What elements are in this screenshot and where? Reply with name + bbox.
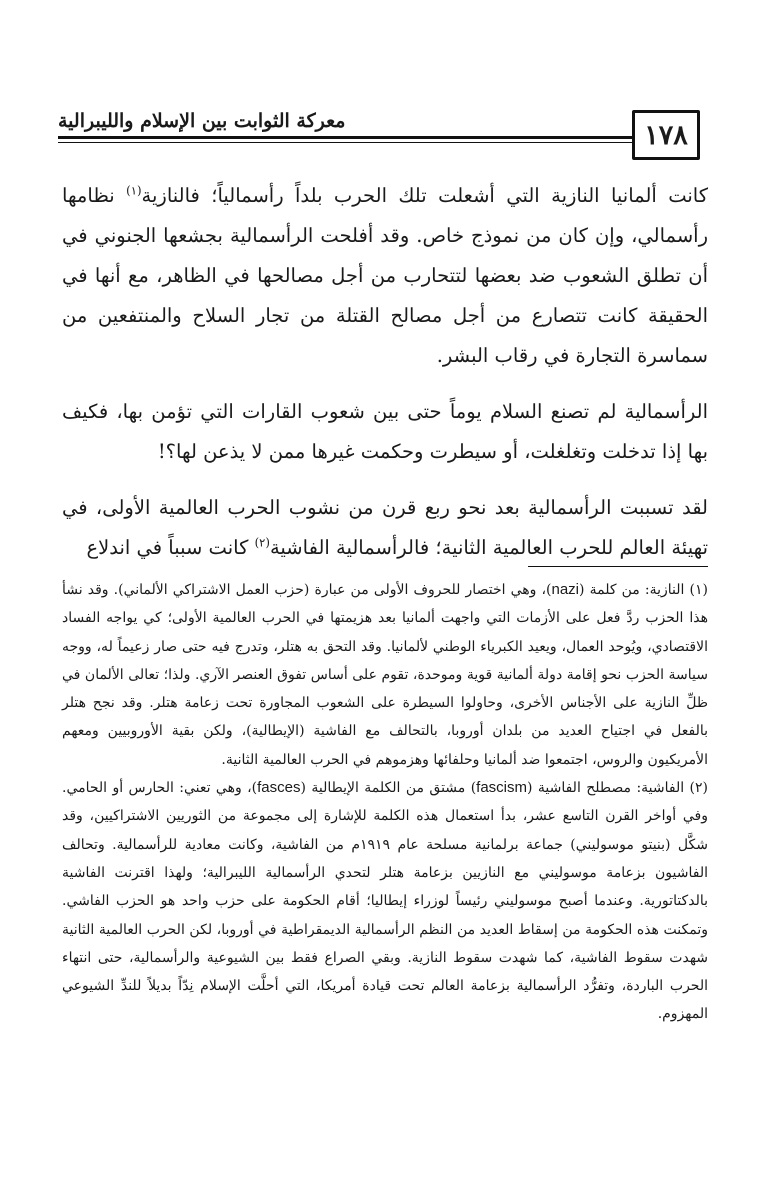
paragraph-1-end: نظامها رأسمالي، وإن كان من نموذج خاص. وقد أفلحت الرأسمالية بجشعها الجنوني في أن تطلق الشعوب ضد بعضها لتتحارب من أجل مصالحها في الظاهر، مع أنها في الحقيقة كانت تتصارع من أجل مصالح القتلة من تجار السلاح والمنتفعين من سماسرة التجارة في رقاب البشر. <box>62 184 708 367</box>
footnote-2 <box>62 774 708 1029</box>
footnote-1-start: (١) النازية: من كلمة ( <box>579 582 708 598</box>
footnote-2-end: )، وهي تعني: الحارس أو الحامي. وفي أواخر القرن التاسع عشر، بدأ استعمال هذه الكلمة للإشارة إلى مجموعة من الثوريين الاشتراكيين، وقد شكَّل (بنيتو موسوليني) جماعة برلمانية مسلحة عام ١٩١٩م من الفاشية، وكانت معادية للرأسمالية. وتحالف الفاشيون بزعامة موسوليني مع النازيين بزعامة هتلر لتحدي الرأسمالية الليبرالية؛ ولهذا اقترنت الفاشية بالدكتاتورية. وعندما أصبح موسوليني رئيساً لوزراء إيطاليا؛ أقام الحكومة على حزب واحد هو الحزب الفاشي. وتمكنت هذه الحكومة من إسقاط العديد من النظم الرأسمالية الديمقراطية في أوروبا، لكن الحرب العالمية الثانية شهدت سقوط الفاشية، كما شهدت سقوط النازية. وبقي الصراع فقط بين الشيوعية والرأسمالية، حتى انتهاء الحرب الباردة، وتفرُّد الرأسمالية بزعامة العالم تحت قيادة أمريكا، التي أحلَّت الإسلام نِدّاً بديلاً للندِّ الشيوعي المهزوم. <box>62 780 708 1023</box>
paragraph-1-start: كانت ألمانيا النازية التي أشعلت تلك الحرب بلداً رأسمالياً؛ فالنازية <box>141 184 708 207</box>
footnote-2-middle: ) مشتق من الكلمة الإيطالية ( <box>300 780 477 797</box>
page-header <box>58 96 700 154</box>
paragraph-2: الرأسمالية لم تصنع السلام يوماً حتى بين شعوب القارات التي تؤمن بها، فكيف بها إذا تدخلت وتغلغلت، أو سيطرت وحكمت غيرها ممن لا يذعن لها؟! <box>62 400 708 463</box>
footnote-ref-2: (٢) <box>254 535 270 550</box>
running-title: معركة الثوابت بين الإسلام والليبرالية <box>58 110 346 132</box>
footnotes <box>62 576 708 1029</box>
paragraph-1 <box>62 176 708 376</box>
footnote-1-latin: nazi <box>551 581 580 598</box>
page-number: ١٧٨ <box>632 110 700 160</box>
footnote-separator <box>528 566 708 567</box>
header-rule-thick <box>58 136 634 139</box>
footnote-ref-1: (١) <box>126 183 142 198</box>
footnote-2-latin-1: fascism <box>476 779 527 797</box>
footnote-2-start: (٢) الفاشية: مصطلح الفاشية ( <box>527 780 708 797</box>
footnote-1 <box>62 576 708 774</box>
header-rule-thin <box>58 142 634 143</box>
paragraph-3-end: كانت سبباً في اندلاع <box>86 536 255 559</box>
footnote-2-latin-2: fasces <box>257 779 301 797</box>
paragraph-3-start: لقد تسببت الرأسمالية بعد نحو ربع قرن من نشوب الحرب العالمية الأولى، في تهيئة العالم للحرب العالمية الثانية؛ فالرأسمالية الفاشية <box>62 496 708 559</box>
paragraph-3 <box>62 488 708 568</box>
main-text <box>62 176 708 568</box>
footnote-1-end: )، وهي اختصار للحروف الأولى من عبارة (حزب العمل الاشتراكي الألماني). وقد نشأ هذا الحزب ردَّ فعل على الأزمات التي واجهت ألمانيا بعد هزيمتها في الحرب العالمية الأولى؛ كي يواجه الفساد الاقتصادي، ويُوحد العمال، ويعيد الكبرياء الوطني لألمانيا. وقد التحق به هتلر، وتدرج فيه حتى صار زعيماً له، ووجه سياسة الحزب نحو إقامة دولة ألمانية قوية وموحدة، تقوم على أساس تفوق العنصر الآري. ولذا؛ تعالى الألمان في ظلِّ النازية على الأجناس الأخرى، وحاولوا السيطرة على الشعوب المجاورة تحت زعامة هتلر. وقد نجح هتلر بالفعل في اجتياح العديد من بلدان أوروبا، بالتحالف مع الفاشية (الإيطالية)، ولكن بقية الأوروبيين ومعهم الأمريكيون والروس، اجتمعوا ضد ألمانيا وحلفائها وهزموهم في الحرب العالمية الثانية. <box>62 582 708 768</box>
